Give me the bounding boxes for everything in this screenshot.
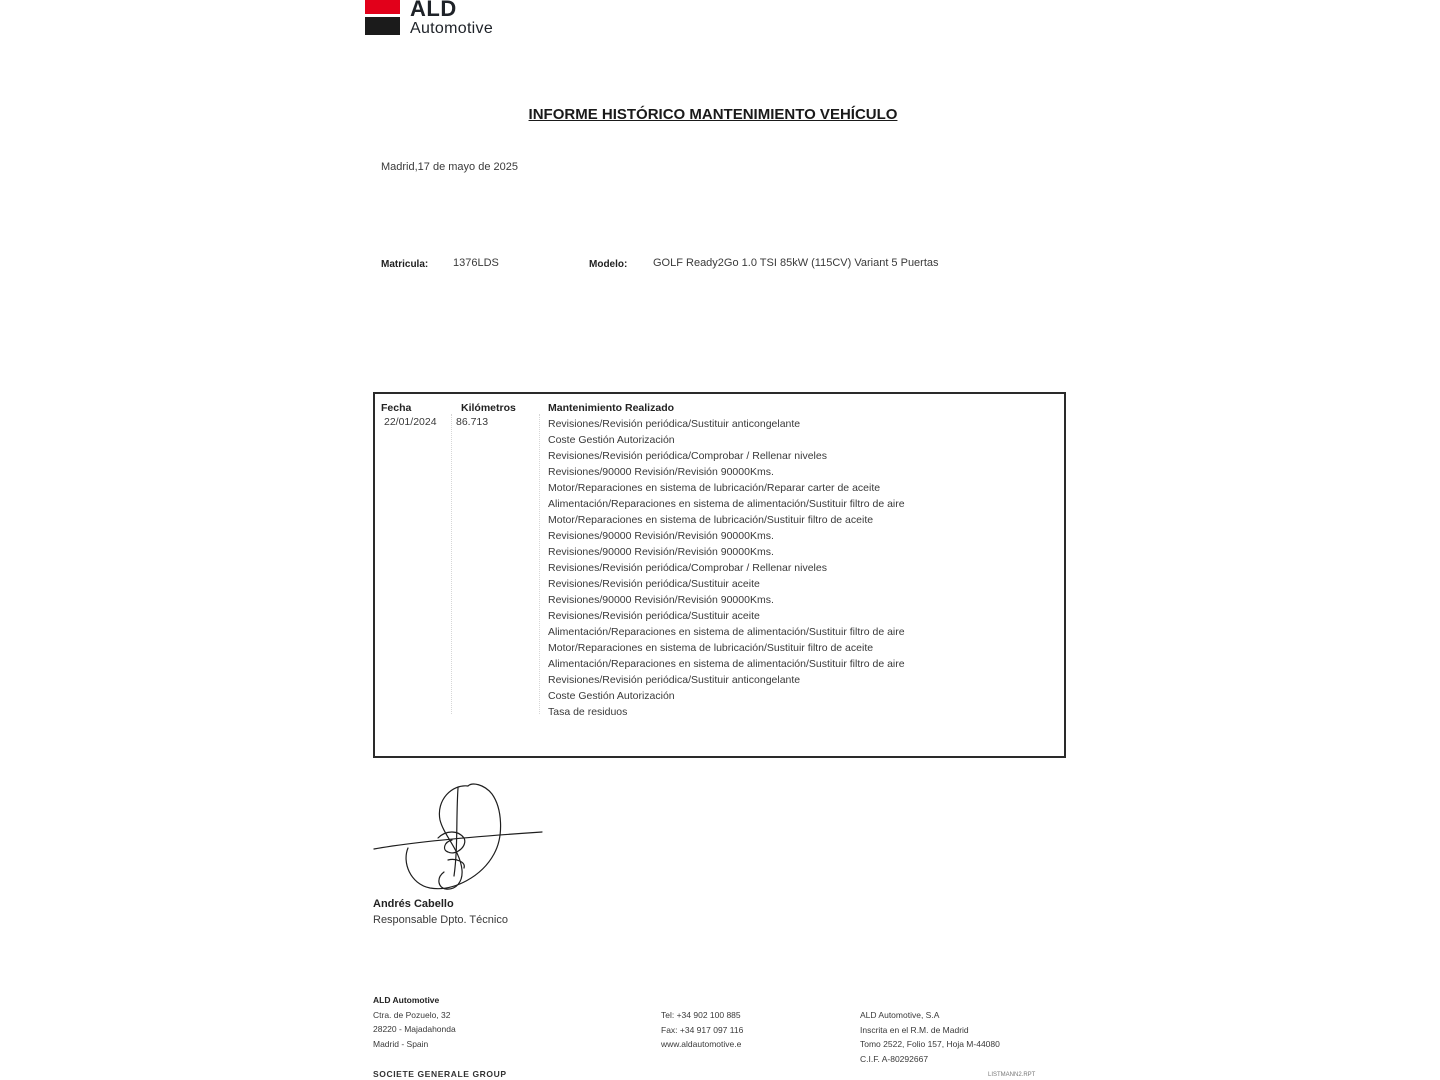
task-item: Alimentación/Reparaciones en sistema de alimentación/Sustituir filtro de aire — [548, 658, 905, 670]
task-item: Motor/Reparaciones en sistema de lubricación/Sustituir filtro de aceite — [548, 514, 874, 526]
task-item: Alimentación/Reparaciones en sistema de alimentación/Sustituir filtro de aire — [548, 626, 905, 638]
footer-website: www.aldautomotive.e — [661, 1039, 742, 1049]
handwritten-signature — [372, 778, 544, 896]
signer-role: Responsable Dpto. Técnico — [373, 914, 508, 926]
task-item: Coste Gestión Autorización — [548, 434, 675, 446]
task-item: Revisiones/Revisión periódica/Sustituir anticongelante — [548, 674, 801, 686]
footer-address — [373, 993, 456, 1051]
footer-registry-line: Inscrita en el R.M. de Madrid — [860, 1024, 969, 1035]
service-km: 86.713 — [456, 416, 489, 428]
footer-registry-line: ALD Automotive, S.A — [860, 1010, 940, 1020]
task-item: Revisiones/Revisión periódica/Sustituir anticongelante — [548, 418, 801, 430]
task-item: Revisiones/Revisión periódica/Comprobar / Rellenar niveles — [548, 450, 827, 462]
footer-group-name: SOCIETE GENERALE GROUP — [373, 1069, 507, 1079]
signer-name: Andrés Cabello — [373, 898, 454, 910]
date-column-header: Fecha — [381, 402, 412, 414]
plate-label: Matricula: — [381, 259, 429, 270]
logo-brand: ALD — [410, 0, 457, 21]
task-item: Revisiones/Revisión periódica/Comprobar / Rellenar niveles — [548, 562, 827, 574]
footer-registry-line: Tomo 2522, Folio 157, Hoja M-44080 — [860, 1039, 1000, 1049]
footer-registry-line: C.I.F. A-80292667 — [860, 1053, 929, 1064]
document-title: INFORME HISTÓRICO MANTENIMIENTO VEHÍCULO — [528, 106, 898, 123]
footer-contact — [661, 1008, 743, 1052]
task-item: Revisiones/Revisión periódica/Sustituir aceite — [548, 578, 760, 590]
service-date: 22/01/2024 — [384, 416, 437, 428]
column-divider — [539, 414, 541, 714]
footer-company: ALD Automotive — [373, 995, 440, 1005]
model-label: Modelo: — [589, 259, 628, 270]
task-item: Revisiones/Revisión periódica/Sustituir aceite — [548, 610, 760, 622]
footer-fax: Fax: +34 917 097 116 — [661, 1024, 744, 1035]
footer-address-line: Madrid - Spain — [373, 1038, 429, 1049]
logo-subtitle: Automotive — [410, 20, 494, 37]
task-list — [548, 416, 905, 720]
task-item: Revisiones/90000 Revisión/Revisión 90000Kms. — [548, 546, 774, 558]
logo-black-block — [365, 17, 400, 35]
task-item: Revisiones/90000 Revisión/Revisión 90000Kms. — [548, 466, 774, 478]
plate-value: 1376LDS — [453, 257, 499, 269]
footer-phone: Tel: +34 902 100 885 — [661, 1010, 741, 1020]
document-reference: LISTMANN2.RPT — [988, 1072, 1036, 1078]
task-item: Motor/Reparaciones en sistema de lubricación/Sustituir filtro de aceite — [548, 642, 874, 654]
task-item: Motor/Reparaciones en sistema de lubricación/Reparar carter de aceite — [548, 482, 881, 494]
work-column-header: Mantenimiento Realizado — [548, 402, 675, 414]
task-item: Tasa de residuos — [548, 706, 628, 718]
footer-registry — [860, 1008, 1000, 1066]
task-item: Revisiones/90000 Revisión/Revisión 90000Kms. — [548, 594, 774, 606]
task-item: Alimentación/Reparaciones en sistema de alimentación/Sustituir filtro de aire — [548, 498, 905, 510]
footer-address-line: Ctra. de Pozuelo, 32 — [373, 1009, 451, 1020]
ald-logo-mark — [365, 0, 400, 35]
km-column-header: Kilómetros — [461, 402, 516, 414]
task-item: Coste Gestión Autorización — [548, 690, 675, 702]
model-value: GOLF Ready2Go 1.0 TSI 85kW (115CV) Variant 5 Puertas — [653, 257, 939, 269]
footer-address-line: 28220 - Majadahonda — [373, 1024, 456, 1034]
place-date: Madrid,17 de mayo de 2025 — [381, 161, 518, 173]
column-divider — [451, 414, 453, 714]
task-item: Revisiones/90000 Revisión/Revisión 90000Kms. — [548, 530, 774, 542]
